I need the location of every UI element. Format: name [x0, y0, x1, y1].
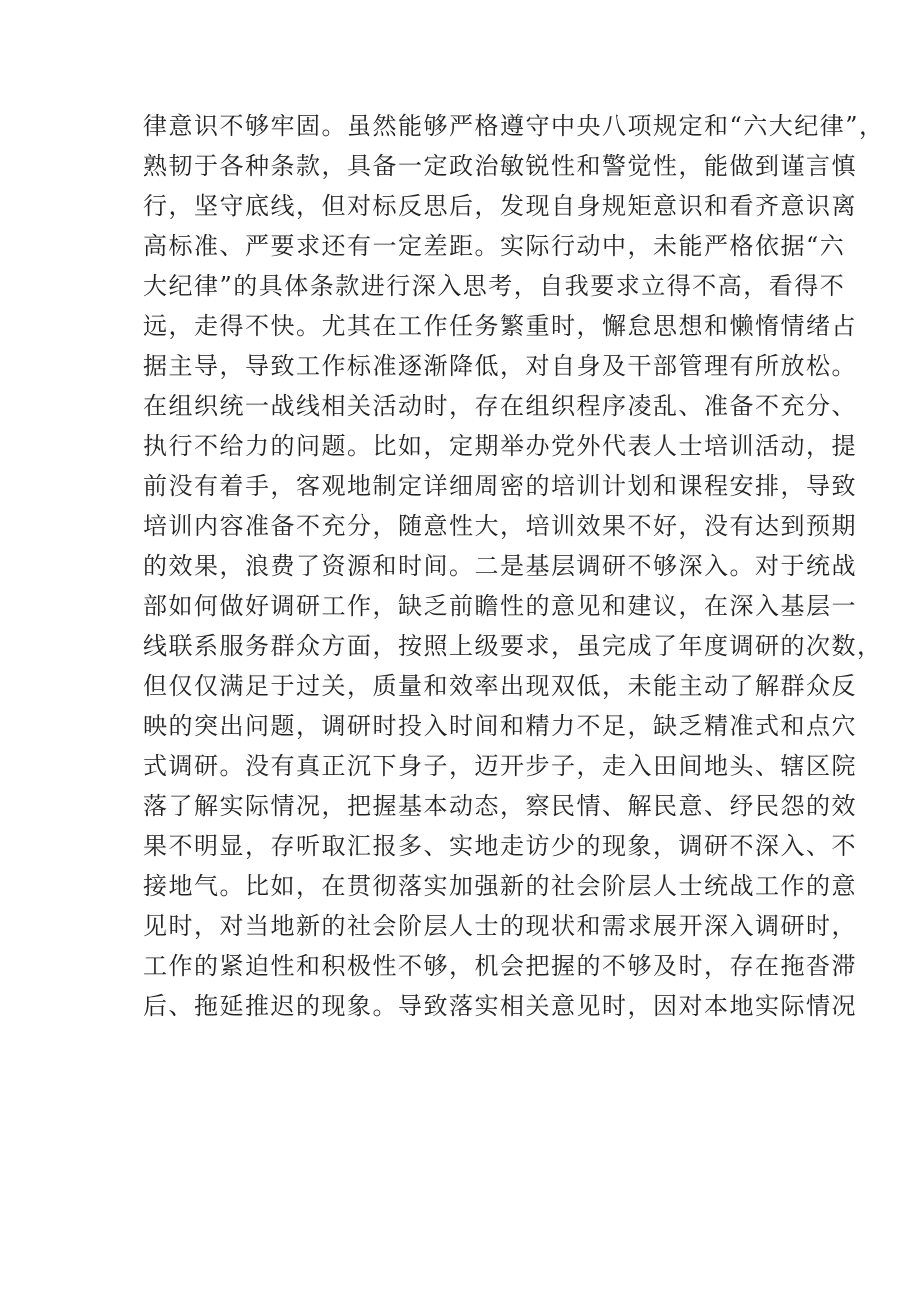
text-line: 律意识不够牢固。虽然能够严格遵守中央八项规定和“六大纪律”，: [143, 112, 885, 140]
text-line: 行，坚守底线，但对标反思后，发现自身规矩意识和看齐意识离: [143, 192, 857, 220]
text-line: 但仅仅满足于过关，质量和效率出现双低，未能主动了解群众反: [143, 672, 857, 700]
text-line: 熟韧于各种条款，具备一定政治敏锐性和警觉性，能做到谨言慎: [143, 152, 857, 180]
text-line: 培训内容准备不充分，随意性大，培训效果不好，没有达到预期: [143, 512, 857, 540]
text-line: 式调研。没有真正沉下身子，迈开步子，走入田间地头、辖区院: [143, 752, 857, 780]
text-line: 接地气。比如，在贯彻落实加强新的社会阶层人士统战工作的意: [143, 872, 857, 900]
body-paragraph: [143, 106, 885, 1026]
text-line: 见时，对当地新的社会阶层人士的现状和需求展开深入调研时，: [143, 912, 857, 940]
text-line: 果不明显，存听取汇报多、实地走访少的现象，调研不深入、不: [143, 832, 857, 860]
text-line: 在组织统一战线相关活动时，存在组织程序凌乱、准备不充分、: [143, 392, 857, 420]
text-line: 的效果，浪费了资源和时间。二是基层调研不够深入。对于统战: [143, 552, 857, 580]
text-line: 线联系服务群众方面，按照上级要求，虽完成了年度调研的次数，: [143, 632, 883, 660]
text-line: 落了解实际情况，把握基本动态，察民情、解民意、纾民怨的效: [143, 792, 857, 820]
text-line: 据主导，导致工作标准逐渐降低，对自身及干部管理有所放松。: [143, 352, 857, 380]
text-line: 高标准、严要求还有一定差距。实际行动中，未能严格依据“六: [143, 232, 846, 260]
text-line: 后、拖延推迟的现象。导致落实相关意见时，因对本地实际情况: [143, 992, 857, 1020]
text-line: 工作的紧迫性和积极性不够，机会把握的不够及时，存在拖沓滞: [143, 952, 857, 980]
text-line: 远，走得不快。尤其在工作任务繁重时，懈怠思想和懒惰情绪占: [143, 312, 857, 340]
text-line: 执行不给力的问题。比如，定期举办党外代表人士培训活动，提: [143, 432, 857, 460]
text-line: 大纪律”的具体条款进行深入思考，自我要求立得不高，看得不: [143, 272, 846, 300]
text-line: 前没有着手，客观地制定详细周密的培训计划和课程安排，导致: [143, 472, 857, 500]
text-line: 映的突出问题，调研时投入时间和精力不足，缺乏精准式和点穴: [143, 712, 857, 740]
text-line: 部如何做好调研工作，缺乏前瞻性的意见和建议，在深入基层一: [143, 592, 857, 620]
